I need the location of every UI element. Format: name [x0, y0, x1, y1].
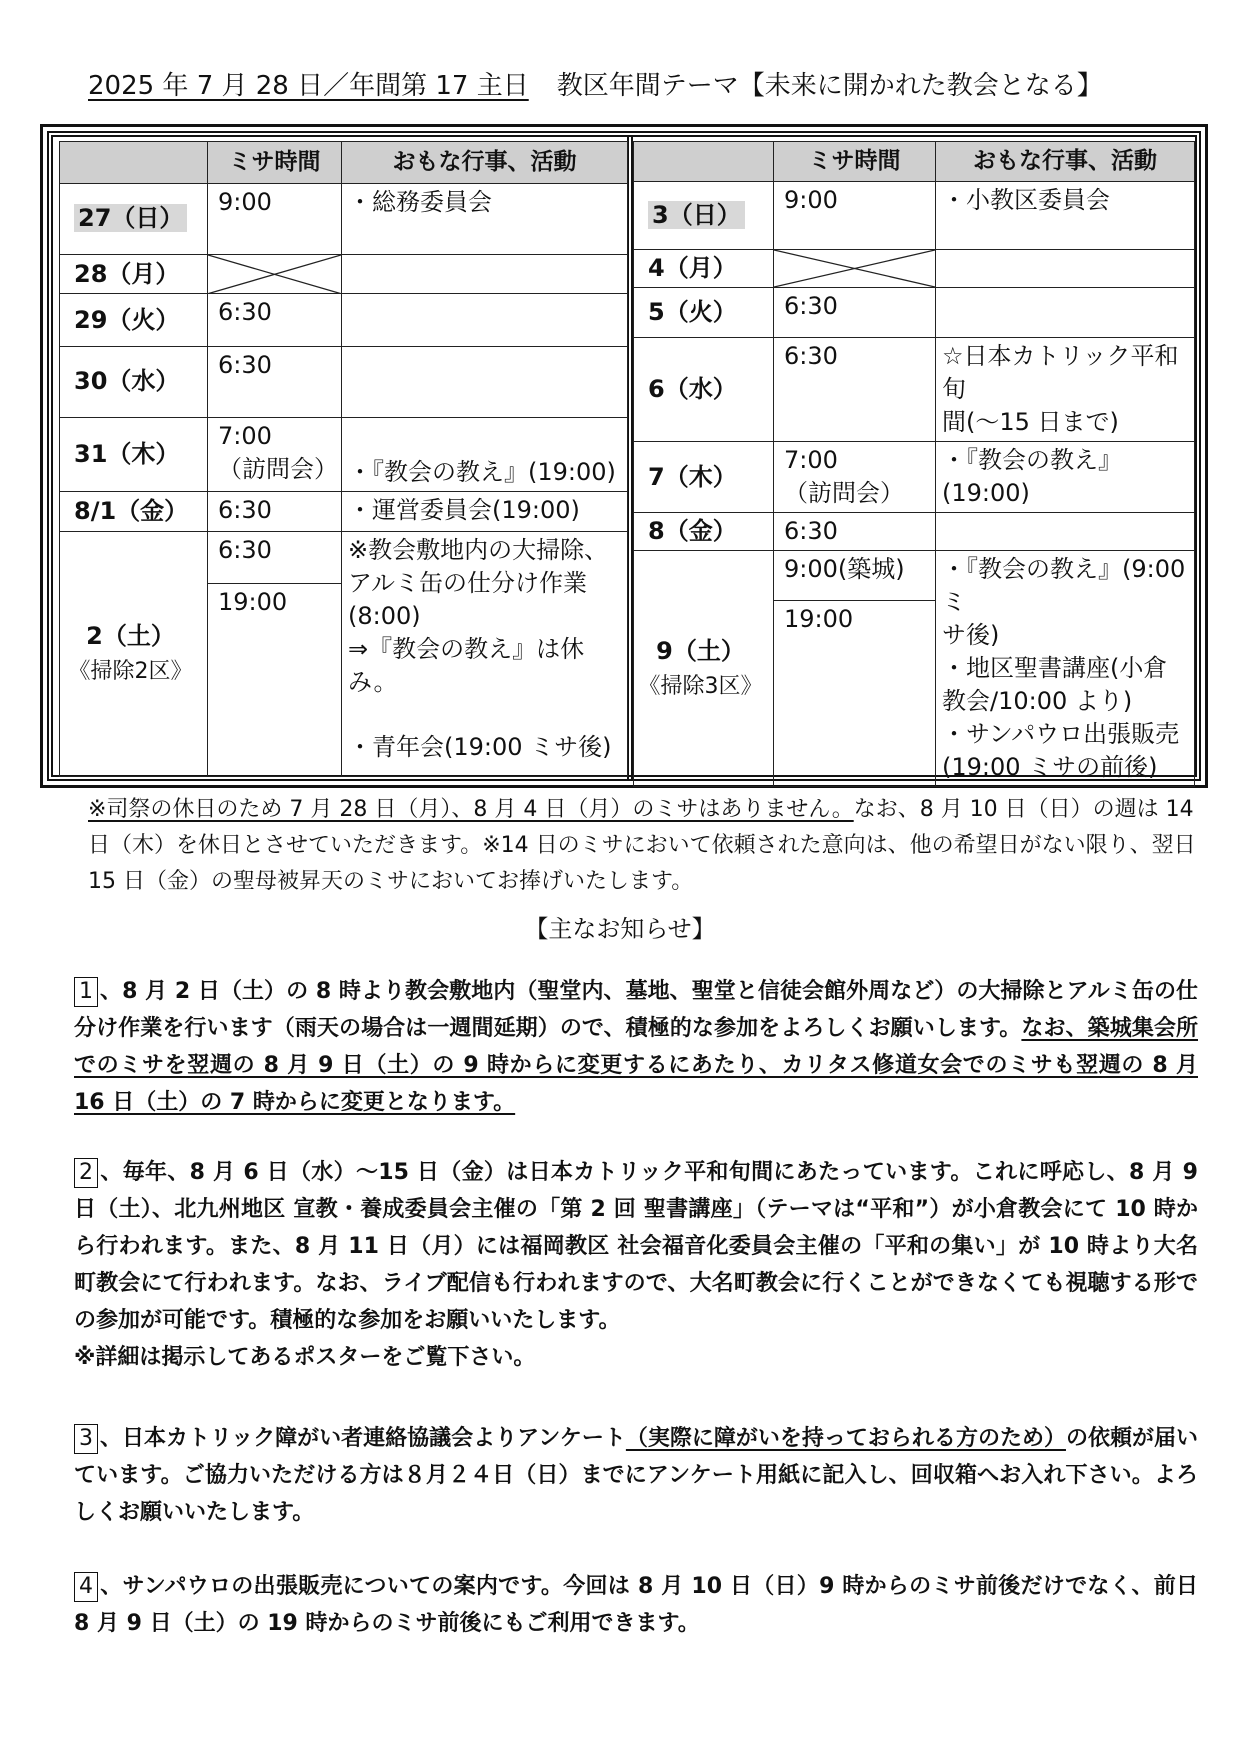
schedule-table-left [59, 141, 628, 777]
table-row [634, 182, 1195, 250]
no-mass-cross [774, 250, 936, 288]
day-cell: 4（月） [634, 250, 774, 288]
schedule-table-frame [40, 124, 1208, 788]
header-blank [634, 142, 774, 182]
day-cell: 8（金） [634, 513, 774, 551]
events-cell: ・小教区委員会 [936, 182, 1195, 250]
note-text: なお、8 月 10 日（日）の週は 14 日（木）を休日とさせていただきます。※14 日のミサにおいて依頼された意向は、他の希望日がない限り、翌日 15 日（金）の聖母被昇天のミサにおいてお捧げいたします。 [88, 797, 1196, 894]
day-cell: 6（水） [634, 338, 774, 442]
header-blank [60, 142, 208, 184]
header-theme: 教区年間テーマ【未来に開かれた教会となる】 [556, 71, 1103, 101]
events-cell [936, 288, 1195, 338]
notice-number: 2 [74, 1158, 98, 1188]
events-cell: ・運営委員会(19:00) [342, 491, 628, 531]
events-cell [342, 294, 628, 346]
schedule-note [88, 792, 1196, 900]
events-cell: ・総務委員会 [342, 183, 628, 254]
table-row [634, 551, 1195, 601]
notice-text: 、毎年、8 月 6 日（水）～15 日（金）は日本カトリック平和旬間にあたっています。これに呼応し、8 月 9 日（土）、北九州地区 宣教・養成委員会主催の「第 2 回 聖書講座」（テーマは“平和”）が小倉教会にて 10 時から行われます。また、8 月 11 日（月）には福岡教区 社会福音化委員会主催の「平和の集い」が 10 時より大名町教会にて行われます。なお、ライブ配信も行われますので、大名町教会に行くことができなくても視聴する形での参加が可能です。積極的な参加をお願いいたします。 [74, 1160, 1198, 1333]
no-mass-cross [208, 254, 342, 294]
day-cell: 2（土） 《掃除2区》 [60, 531, 208, 776]
mass-time: 6:30 [774, 288, 936, 338]
events-cell [936, 250, 1195, 288]
notice-1 [74, 973, 1198, 1121]
mass-time: 9:00 [774, 182, 936, 250]
schedule-week-left [59, 141, 628, 777]
day-cell: 5（火） [634, 288, 774, 338]
mass-time: 19:00 [774, 601, 936, 787]
mass-time: 9:00(築城) [774, 551, 936, 601]
notice-text-after: の依頼が届いています。ご協力いただける方は８月２４日（日）までにアンケート用紙に記入し、回収箱へお入れ下さい。よろしくお願いいたします。 [74, 1426, 1198, 1525]
section-title: 【主なお知らせ】 [524, 915, 716, 943]
table-row [60, 254, 628, 294]
events-cell [342, 254, 628, 294]
table-row [60, 531, 628, 583]
schedule-week-right [633, 141, 1195, 781]
notice-number: 1 [74, 977, 98, 1007]
table-row [634, 338, 1195, 442]
day-cell: 31（木） [60, 417, 208, 491]
table-row [634, 442, 1195, 513]
notice-text: 、サンパウロの出張販売についての案内です。今回は 8 月 10 日（日）9 時からのミサ前後だけでなく、前日 8 月 9 日（土）の 19 時からのミサ前後にもご利用できます。 [74, 1574, 1198, 1636]
table-row [60, 417, 628, 491]
mass-time: 6:30 [208, 346, 342, 417]
table-row [634, 513, 1195, 551]
day-cell: 27（日） [60, 183, 208, 254]
events-cell: ・『教会の教え』(19:00) [342, 417, 628, 491]
header-mass: ミサ時間 [208, 142, 342, 184]
schedule-table-right [633, 141, 1195, 787]
table-row [60, 346, 628, 417]
mass-time: 6:30 [208, 531, 342, 583]
table-row [60, 183, 628, 254]
day-cell: 7（木） [634, 442, 774, 513]
events-cell: ※教会敷地内の大掃除、 アルミ缶の仕分け作業 (8:00) ⇒『教会の教え』は休み。 ・青年会(19:00 ミサ後) [342, 531, 628, 776]
day-cell: 29（火） [60, 294, 208, 346]
notice-3 [74, 1420, 1198, 1531]
notice-4 [74, 1568, 1198, 1642]
events-cell: ・『教会の教え』(19:00) [936, 442, 1195, 513]
mass-time: 6:30 [208, 491, 342, 531]
day-cell: 9（土） 《掃除3区》 [634, 551, 774, 787]
day-cell: 28（月） [60, 254, 208, 294]
mass-time: 6:30 [774, 338, 936, 442]
mass-time: 19:00 [208, 583, 342, 776]
notice-2 [74, 1154, 1198, 1376]
mass-time: 9:00 [208, 183, 342, 254]
mass-time: 6:30 [208, 294, 342, 346]
header [88, 68, 1188, 104]
notice-number: 4 [74, 1572, 98, 1602]
mass-time: 7:00 （訪問会） [774, 442, 936, 513]
events-cell [342, 346, 628, 417]
notice-underlined: （実際に障がいを持っておられる方のため） [625, 1426, 1066, 1451]
mass-time: 6:30 [774, 513, 936, 551]
events-cell [936, 513, 1195, 551]
header-mass: ミサ時間 [774, 142, 936, 182]
header-date: 2025 年 7 月 28 日／年間第 17 主日 [88, 71, 529, 101]
day-cell: 30（水） [60, 346, 208, 417]
table-row [60, 294, 628, 346]
day-cell: 8/1（金） [60, 491, 208, 531]
notice-underlined: なお、築城集会所でのミサを翌週の 8 月 9 日（土）の 9 時からに変更するにあたり、カリタス修道女会でのミサも翌週の 8 月 16 日（土）の 7 時からに変更となります。 [74, 1016, 1198, 1115]
table-row [634, 288, 1195, 338]
table-row [634, 250, 1195, 288]
events-cell: ・『教会の教え』(9:00 ミ サ後) ・地区聖書講座(小倉 教会/10:00 より) ・サンパウロ出張販売 (19:00 ミサの前後) [936, 551, 1195, 787]
header-events: おもな行事、活動 [342, 142, 628, 184]
notice-number: 3 [74, 1424, 98, 1454]
mass-time: 7:00 （訪問会） [208, 417, 342, 491]
notice-extra: ※詳細は掲示してあるポスターをご覧下さい。 [74, 1345, 536, 1370]
notice-text: 、日本カトリック障がい者連絡協議会よりアンケート [100, 1426, 626, 1451]
notice-text: 、8 月 2 日（土）の 8 時より教会敷地内（聖堂内、墓地、聖堂と信徒会館外周など）の大掃除とアルミ缶の仕分け作業を行います（雨天の場合は一週間延期）ので、積極的な参加をよろしくお願いします。 [74, 979, 1198, 1041]
events-cell: ☆日本カトリック平和旬 間(～15 日まで) [936, 338, 1195, 442]
header-events: おもな行事、活動 [936, 142, 1195, 182]
note-underlined: ※司祭の休日のため 7 月 28 日（月）、8 月 4 日（月）のミサはありません。 [88, 797, 854, 822]
table-row [60, 491, 628, 531]
day-cell: 3（日） [634, 182, 774, 250]
